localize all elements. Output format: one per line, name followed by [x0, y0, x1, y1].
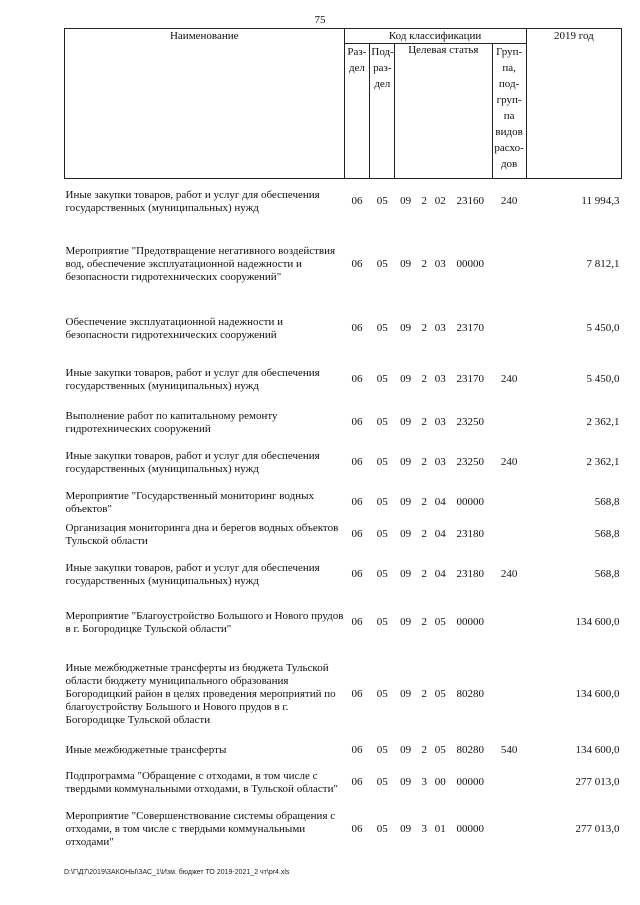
row-name: Иные закупки товаров, работ и услуг для обеспечения государственных (муниципальных) нужд [65, 449, 320, 475]
row-razdel: 06 [351, 616, 363, 628]
table-row [65, 551, 622, 599]
row-podrazdel: 05 [376, 568, 388, 580]
row-target-event: 03 [434, 456, 446, 468]
row-razdel: 06 [351, 744, 363, 756]
table-row [65, 759, 622, 807]
row-target-event: 05 [434, 616, 446, 628]
row-razdel: 06 [351, 195, 363, 208]
row-amount: 2 362,1 [586, 456, 620, 468]
row-target-subprogram: 2 [421, 528, 427, 540]
row-target-event: 03 [434, 416, 446, 428]
row-target-subprogram: 2 [421, 195, 427, 208]
row-target-program: 09 [400, 744, 412, 756]
row-target-direction: 00000 [456, 496, 485, 508]
row-podrazdel: 05 [376, 496, 388, 508]
row-target-event: 03 [434, 373, 446, 385]
row-target-subprogram: 3 [421, 823, 427, 835]
row-name: Обеспечение эксплуатационной надежности и безопасности гидротехнических сооружений [65, 315, 283, 341]
row-target-subprogram: 3 [421, 776, 427, 788]
row-expense-group: 240 [500, 373, 518, 385]
page-number: 75 [314, 14, 326, 26]
table-row [65, 439, 622, 487]
row-name: Иные межбюджетные трансферты [65, 744, 227, 756]
table-row [65, 807, 622, 853]
row-target-subprogram: 2 [421, 456, 427, 468]
table-row [65, 407, 622, 439]
row-podrazdel: 05 [376, 823, 388, 835]
table-body [65, 179, 622, 853]
row-amount: 568,8 [594, 496, 620, 508]
row-amount: 568,8 [594, 568, 620, 580]
row-amount: 5 450,0 [586, 373, 620, 385]
row-target-direction: 00000 [456, 258, 485, 270]
row-target-program: 09 [400, 456, 412, 468]
row-amount: 5 450,0 [586, 322, 620, 334]
row-target-event: 02 [434, 195, 446, 208]
row-name: Мероприятие "Государственный мониторинг водных объектов" [65, 489, 314, 515]
header-podrazdel: Под- раз- дел [370, 44, 395, 179]
row-target-program: 09 [400, 322, 412, 334]
row-expense-group [492, 519, 526, 551]
row-target-event: 04 [434, 528, 446, 540]
row-expense-group [492, 807, 526, 853]
file-path-footer: D:\Г\Д7\2019\ЗАКОНЫ\ЗАС_1\Изм. бюджет ТО 2019-2021_2 чт\pr4.xls [64, 869, 290, 876]
row-podrazdel: 05 [376, 616, 388, 628]
header-classification: Код классификации [344, 29, 526, 44]
row-podrazdel: 05 [376, 258, 388, 270]
table-row [65, 519, 622, 551]
row-target-subprogram: 2 [421, 496, 427, 508]
row-target-event: 05 [434, 744, 446, 756]
row-name: Подпрограмма "Обращение с отходами, в том числе с твердыми коммунальными отходами, в Тульской области" [65, 769, 338, 795]
row-podrazdel: 05 [376, 456, 388, 468]
row-razdel: 06 [351, 322, 363, 334]
row-amount: 2 362,1 [586, 416, 620, 428]
row-target-direction: 80280 [456, 744, 485, 756]
table-row [65, 305, 622, 353]
row-target-direction: 23180 [456, 528, 485, 540]
row-razdel: 06 [351, 823, 363, 835]
row-razdel: 06 [351, 688, 363, 700]
row-target-event: 04 [434, 496, 446, 508]
row-expense-group: 240 [500, 456, 518, 468]
row-podrazdel: 05 [376, 528, 388, 540]
row-name: Организация мониторинга дна и берегов водных объектов Тульской области [65, 521, 339, 547]
row-expense-group [492, 599, 526, 647]
row-razdel: 06 [351, 416, 363, 428]
row-target-program: 09 [400, 776, 412, 788]
row-amount: 7 812,1 [586, 258, 620, 270]
row-target-direction: 23170 [456, 322, 485, 334]
row-target-event: 01 [434, 823, 446, 835]
row-amount: 134 600,0 [575, 616, 620, 628]
row-razdel: 06 [351, 456, 363, 468]
row-target-program: 09 [400, 258, 412, 270]
row-target-subprogram: 2 [421, 744, 427, 756]
row-name: Иные межбюджетные трансферты из бюджета Тульской области бюджету муниципального образования Богородицкий район в целях проведения мероприятий по благоустройству Большого и Нового прудов в г. Богородицке Тульской области [65, 662, 336, 726]
row-target-subprogram: 2 [421, 258, 427, 270]
row-target-program: 09 [400, 616, 412, 628]
row-name: Мероприятие "Благоустройство Большого и Нового прудов в г. Богородицке Тульской области" [65, 609, 344, 635]
row-amount: 277 013,0 [575, 823, 620, 835]
row-target-subprogram: 2 [421, 416, 427, 428]
header-year: 2019 год [526, 29, 621, 179]
row-target-event: 03 [434, 322, 446, 334]
row-razdel: 06 [351, 496, 363, 508]
row-razdel: 06 [351, 568, 363, 580]
row-name: Иные закупки товаров, работ и услуг для обеспечения государственных (муниципальных) нужд [65, 188, 320, 214]
row-expense-group: 240 [500, 568, 518, 580]
row-expense-group [492, 487, 526, 519]
row-expense-group [492, 647, 526, 743]
row-target-subprogram: 2 [421, 688, 427, 700]
row-amount: 11 994,3 [581, 195, 620, 208]
row-target-program: 09 [400, 496, 412, 508]
row-target-direction: 23160 [456, 195, 485, 208]
row-expense-group [492, 305, 526, 353]
row-target-subprogram: 2 [421, 616, 427, 628]
row-target-direction: 23250 [456, 456, 485, 468]
table-row [65, 647, 622, 743]
table-row [65, 179, 622, 225]
table-header [65, 29, 622, 179]
row-target-event: 03 [434, 258, 446, 270]
row-amount: 134 600,0 [575, 744, 620, 756]
row-target-direction: 00000 [456, 776, 485, 788]
row-expense-group [492, 225, 526, 305]
row-target-direction: 80280 [456, 688, 485, 700]
header-target: Целевая статья [395, 44, 492, 179]
row-podrazdel: 05 [376, 688, 388, 700]
row-razdel: 06 [351, 776, 363, 788]
row-podrazdel: 05 [376, 373, 388, 385]
row-name: Иные закупки товаров, работ и услуг для обеспечения государственных (муниципальных) нужд [65, 561, 320, 587]
row-target-program: 09 [400, 688, 412, 700]
table-row [65, 743, 622, 759]
row-podrazdel: 05 [376, 744, 388, 756]
header-name: Наименование [65, 29, 345, 179]
row-name: Иные закупки товаров, работ и услуг для обеспечения государственных (муниципальных) нужд [65, 366, 320, 392]
row-target-direction: 23180 [456, 568, 485, 580]
row-razdel: 06 [351, 258, 363, 270]
row-amount: 134 600,0 [575, 688, 620, 700]
row-target-subprogram: 2 [421, 322, 427, 334]
budget-table [64, 28, 622, 853]
table-row [65, 353, 622, 407]
row-expense-group: 240 [500, 195, 518, 208]
row-expense-group [492, 407, 526, 439]
row-podrazdel: 05 [376, 776, 388, 788]
row-razdel: 06 [351, 373, 363, 385]
table-row [65, 487, 622, 519]
row-expense-group [492, 759, 526, 807]
row-target-program: 09 [400, 195, 412, 208]
table-row [65, 599, 622, 647]
row-podrazdel: 05 [376, 322, 388, 334]
row-name: Мероприятие "Совершенствование системы обращения с отходами, в том числе с твердыми коммунальными отходами" [65, 810, 336, 848]
row-name: Выполнение работ по капитальному ремонту гидротехнических сооружений [65, 409, 278, 435]
row-amount: 277 013,0 [575, 776, 620, 788]
row-target-direction: 23170 [456, 373, 485, 385]
row-target-event: 04 [434, 568, 446, 580]
row-target-event: 05 [434, 688, 446, 700]
row-expense-group: 540 [500, 744, 518, 756]
row-target-program: 09 [400, 568, 412, 580]
row-target-subprogram: 2 [421, 568, 427, 580]
row-target-direction: 00000 [456, 823, 485, 835]
header-group: Груп- па, под- груп- па видов расхо- дов [492, 44, 526, 179]
row-podrazdel: 05 [376, 416, 388, 428]
row-name: Мероприятие "Предотвращение негативного воздействия вод, обеспечение эксплуатационной надежности и безопасности гидротехнических сооружений" [65, 245, 336, 283]
row-target-direction: 23250 [456, 416, 485, 428]
row-target-subprogram: 2 [421, 373, 427, 385]
row-target-program: 09 [400, 416, 412, 428]
table-row [65, 225, 622, 305]
row-target-direction: 00000 [456, 616, 485, 628]
row-razdel: 06 [351, 528, 363, 540]
row-target-program: 09 [400, 528, 412, 540]
row-podrazdel: 05 [376, 195, 388, 208]
row-amount: 568,8 [594, 528, 620, 540]
row-target-event: 00 [434, 776, 446, 788]
header-razdel: Раз- дел [344, 44, 370, 179]
row-target-program: 09 [400, 373, 412, 385]
row-target-program: 09 [400, 823, 412, 835]
